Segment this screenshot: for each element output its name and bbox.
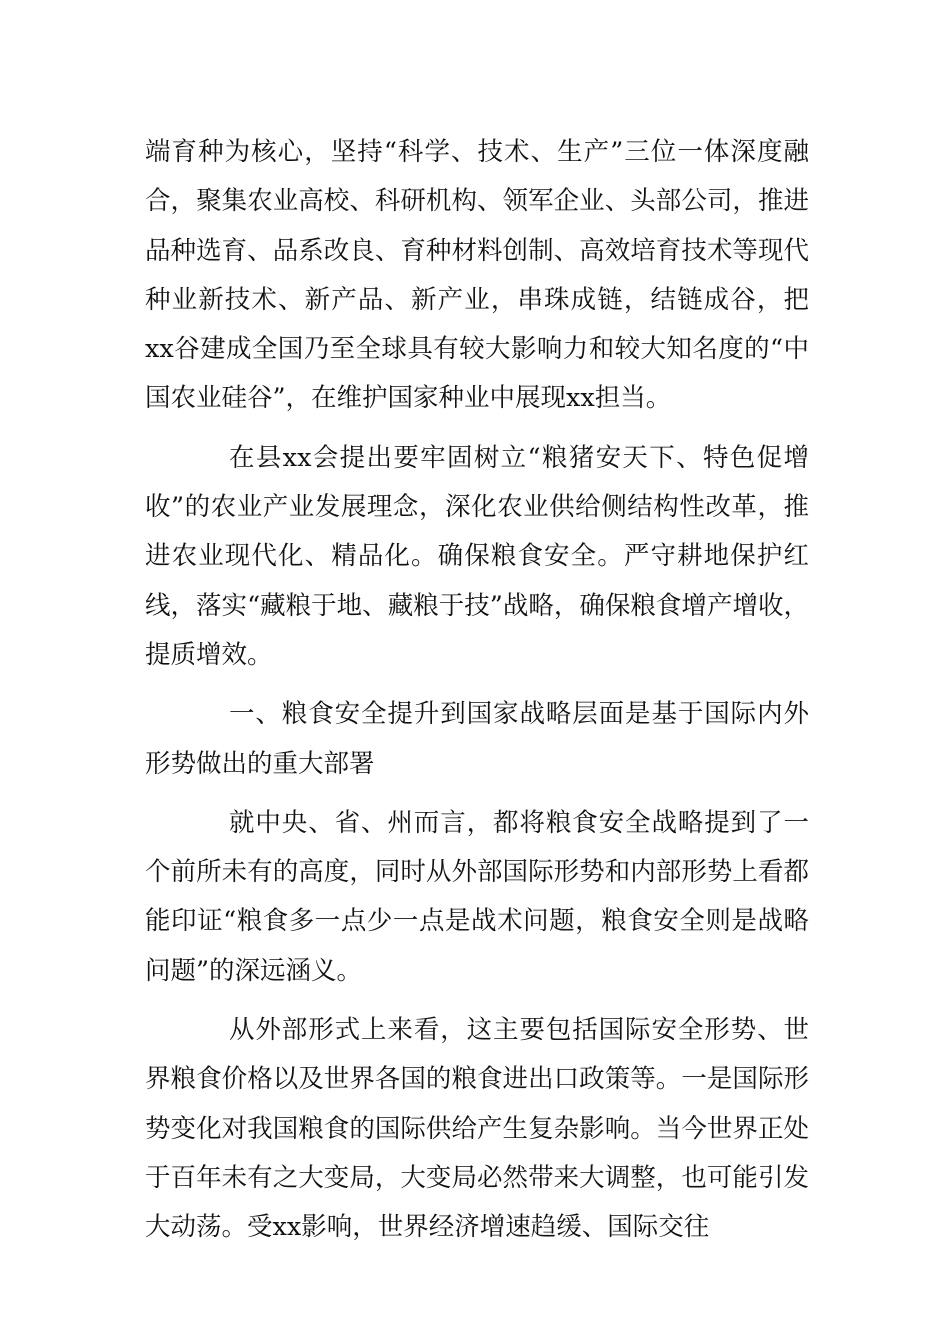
document-body [145, 128, 809, 1253]
section-heading-1: 一、粮食安全提升到国家战略层面是基于国际内外形势做出的重大部署 [145, 699, 809, 779]
paragraph-external-situation: 从外部形式上来看，这主要包括国际安全形势、世界粮食价格以及世界各国的粮食进出口政策等。一是国际形势变化对我国粮食的国际供给产生复杂影响。当今世界正处于百年未有之大变局，大变局必然带来大调整，也可能引发大动荡。受xx影响，世界经济增速趋缓、国际交往 [145, 1015, 809, 1243]
paragraph-county-meeting: 在县xx会提出要牢固树立“粮猪安天下、特色促增收”的农业产业发展理念，深化农业供给侧结构性改革，推进农业现代化、精品化。确保粮食安全。严守耕地保护红线，落实“藏粮于地、藏粮于技”战略，确保粮食增产增收，提质增效。 [145, 442, 809, 670]
paragraph-continuation: 端育种为核心，坚持“科学、技术、生产”三位一体深度融合，聚集农业高校、科研机构、领军企业、头部公司，推进品种选育、品系改良、育种材料创制、高效培育技术等现代种业新技术、新产品、新产业，串珠成链，结链成谷，把xx谷建成全国乃至全球具有较大影响力和较大知名度的“中国农业硅谷”，在维护国家种业中展现xx担当。 [145, 137, 809, 414]
paragraph-central-strategy: 就中央、省、州而言，都将粮食安全战略提到了一个前所未有的高度，同时从外部国际形势和内部形势上看都能印证“粮食多一点少一点是战术问题，粮食安全则是战略问题”的深远涵义。 [145, 807, 809, 986]
